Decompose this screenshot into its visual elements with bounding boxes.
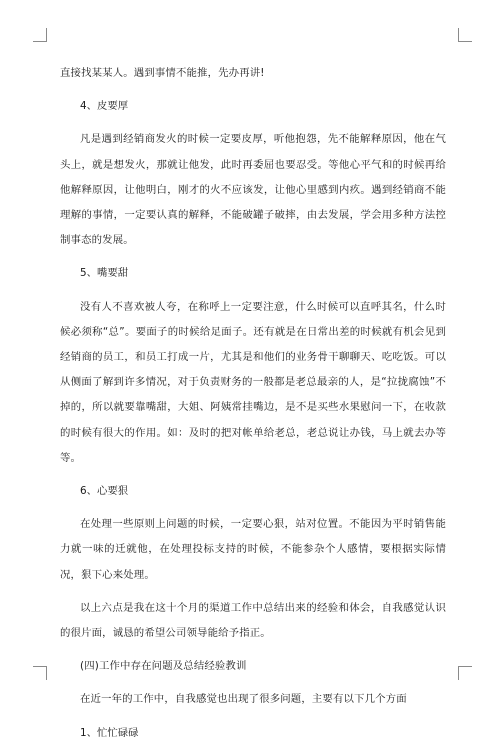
section-heading-5: 5、嘴要甜 <box>80 267 129 280</box>
document-body <box>60 61 446 746</box>
paragraph-thick-skin: 凡是遇到经销商发火的时候一定要皮厚，听他抱怨，先不能解释原因，他在气头上，就是想发火，那就让他发，此时再委屈也要忍受。等他心平气和的时候再给他解释原因，让他明白，刚才的火不应该发，让他心里感到内疚。遇到经销商不能理解的事情，一定要认真的解释，不能破罐子破摔，由去发展，学会用多种方法控制事态的发展。 <box>60 133 446 247</box>
crop-mark-bottom-left <box>33 666 47 680</box>
crop-mark-top-left <box>33 28 47 42</box>
section-heading-6: 6、心要狠 <box>80 485 129 498</box>
paragraph-summary: 以上六点是我在这十个月的渠道工作中总结出来的经验和体会，自我感觉认识的很片面，诚恳的希望公司领导能给予指正。 <box>60 601 446 640</box>
section-heading-4: 4、皮要厚 <box>80 100 129 113</box>
section-heading-1: 1、忙忙碌碌 <box>80 726 139 739</box>
paragraph-problems-intro: 在近一年的工作中，自我感觉也出现了很多问题，主要有以下几个方面 <box>80 693 407 706</box>
crop-mark-top-right <box>458 28 472 42</box>
section-heading-problems: (四)工作中存在问题及总结经验教训 <box>80 660 247 673</box>
paragraph-firm-heart: 在处理一些原则上问题的时候，一定要心狠，站对位置。不能因为平时销售能力就一味的迁就他，在处理投标支持的时候，不能参杂个人感情，要根据实际情况，狠下心来处理。 <box>60 518 446 581</box>
paragraph-sweet-talk: 没有人不喜欢被人夸，在称呼上一定要注意，什么时候可以直呼其名，什么时候必须称“总”。要面子的时候给足面子。还有就是在日常出差的时候就有机会见到经销商的员工，和员工打成一片，尤其是和他们的业务骨干聊聊天、吃吃饭。可以从侧面了解到许多情况，对于负责财务的一般都是老总最亲的人，是“拉拢腐蚀”不掉的，所以就要靠嘴甜，大姐、阿姨常挂嘴边，是不是买些水果慰问一下，在收款的时候有很大的作用。如：及时的把对帐单给老总，老总说让办钱，马上就去办等等。 <box>60 300 446 464</box>
paragraph-continuation: 直接找某某人。遇到事情不能推，先办再讲! <box>60 67 265 79</box>
crop-mark-bottom-right <box>458 666 472 680</box>
